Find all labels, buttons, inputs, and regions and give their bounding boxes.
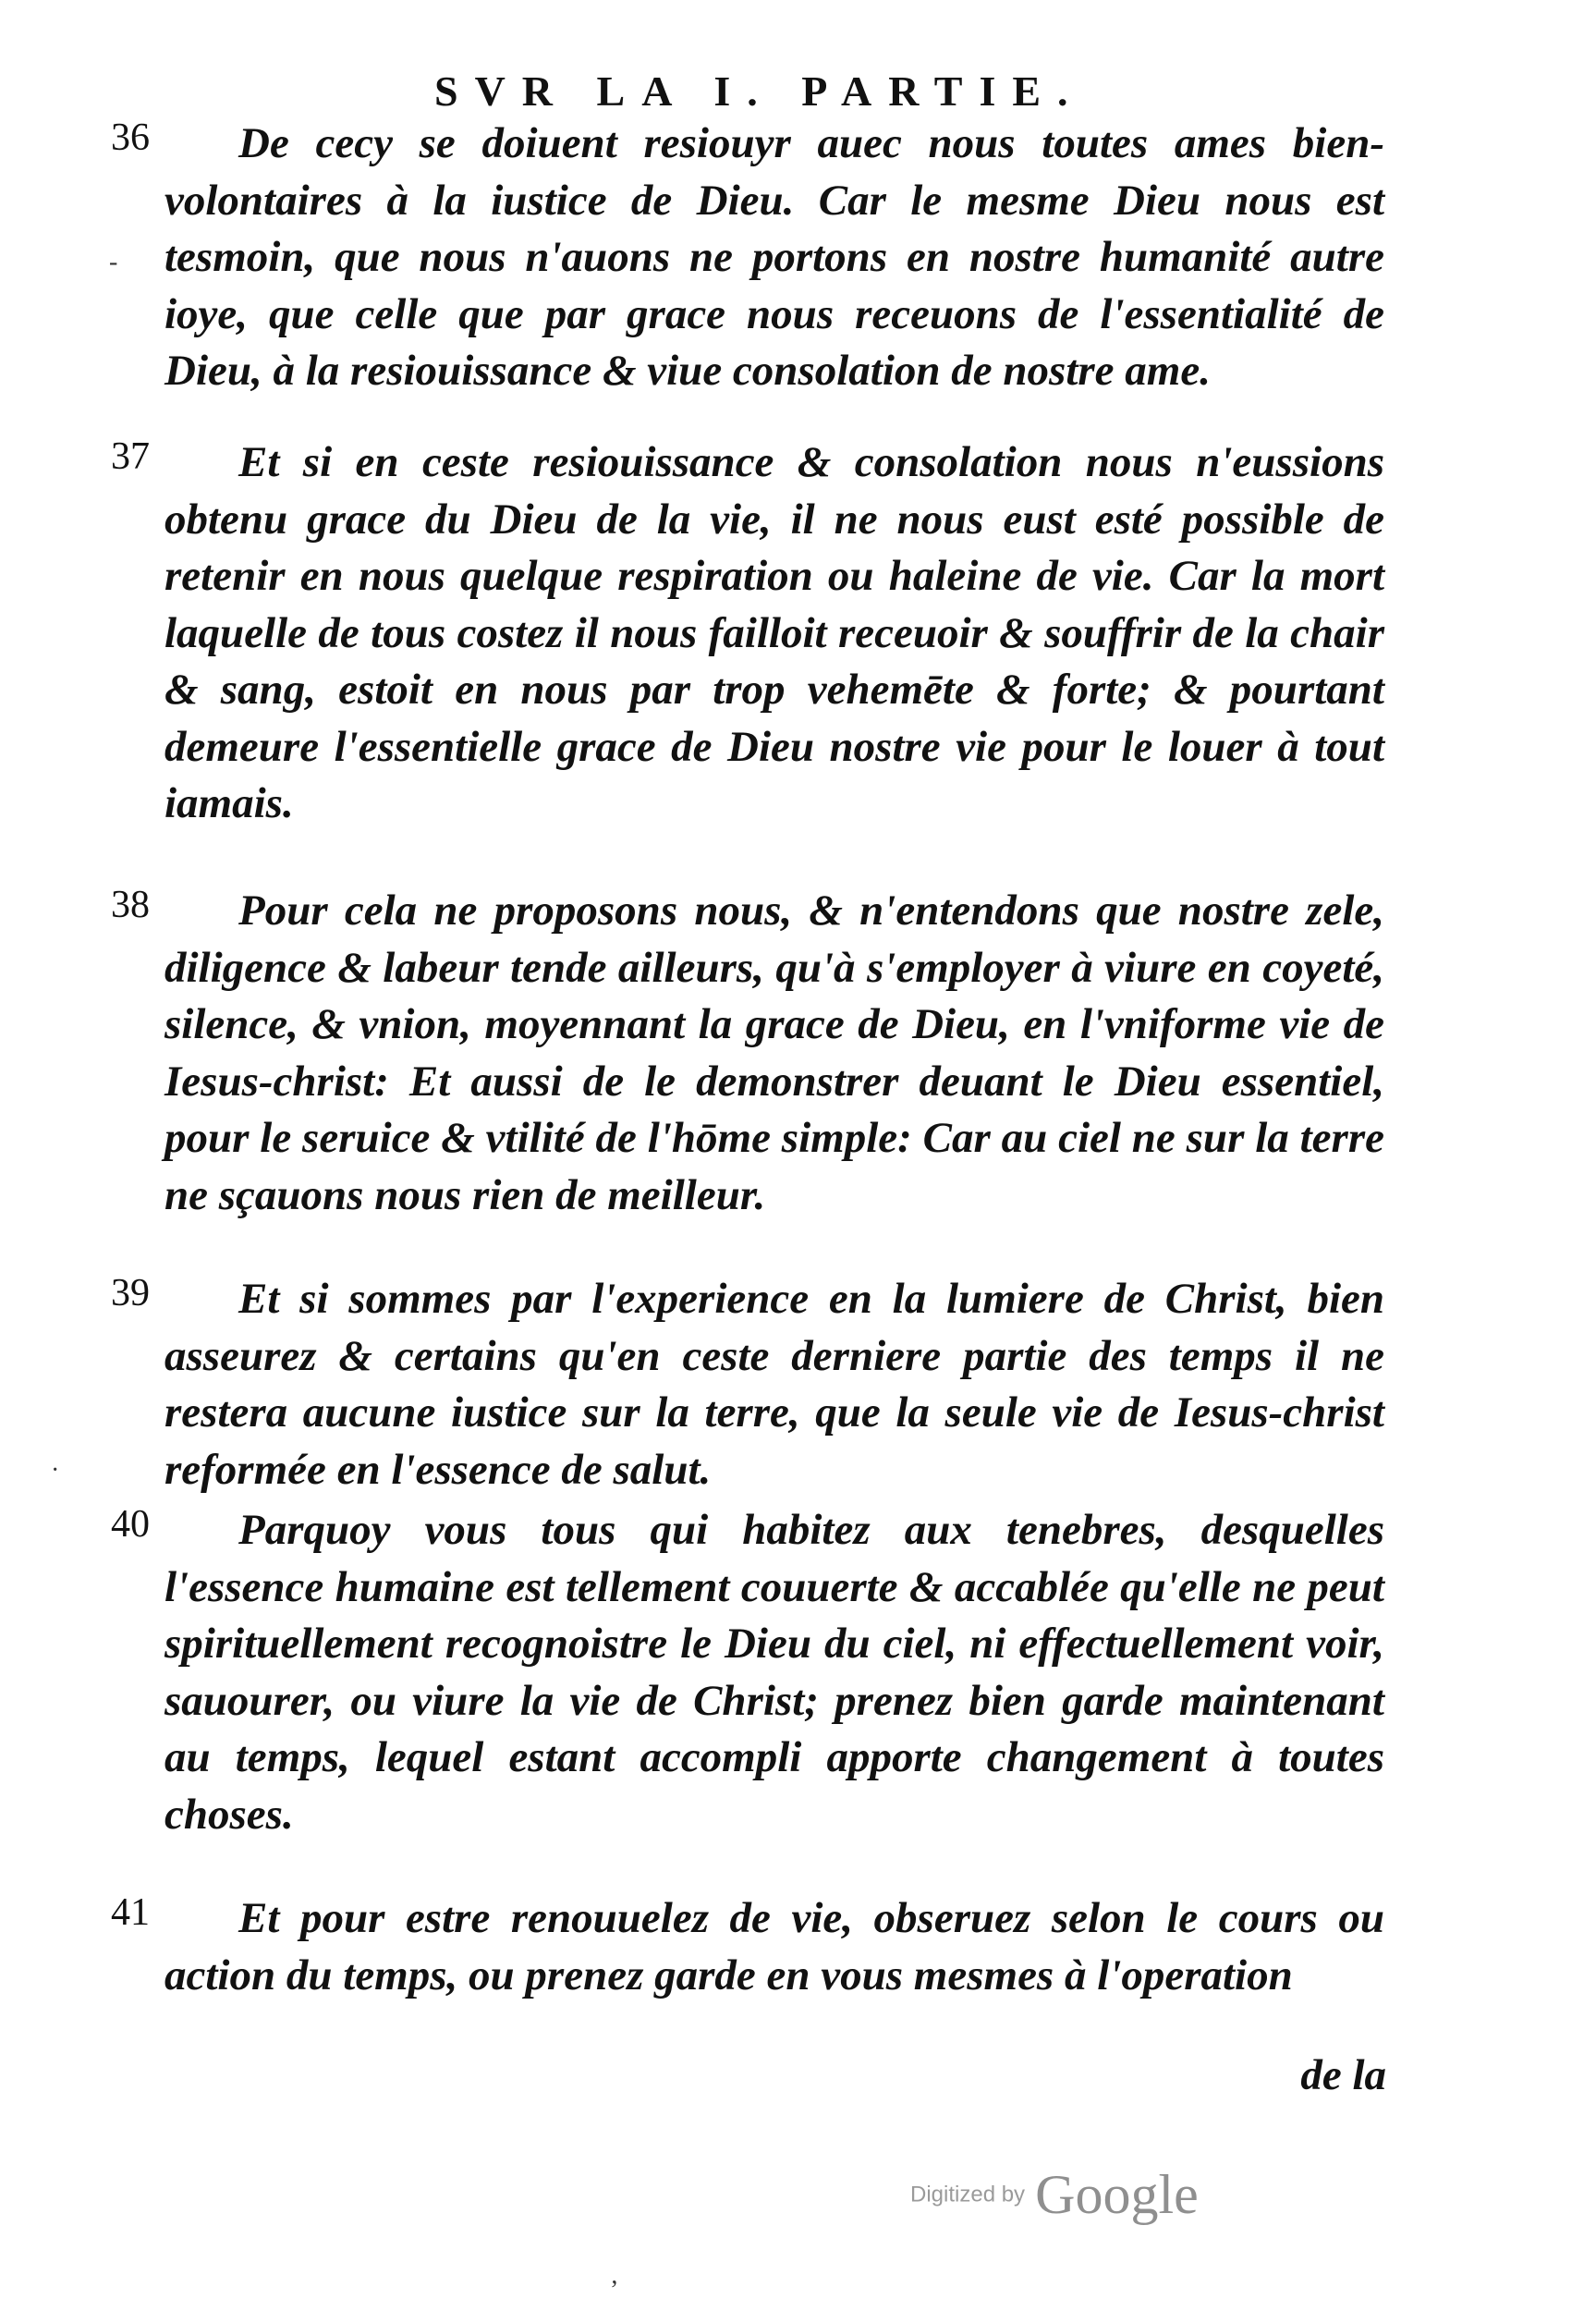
google-logo: Google: [1035, 2164, 1199, 2225]
verse-number: 40: [111, 1503, 150, 1546]
gutter-mark: ’: [610, 2276, 619, 2305]
running-head: SVR LA I. PARTIE.: [434, 67, 1085, 115]
margin-dash: -: [109, 248, 118, 276]
verse-text: Pour cela ne proposons nous, & n'entendons que nostre zele, diligence & labeur tende ailleurs, qu'à s'employer à viure en coyeté, silence, & vnion, moyennant la grace de Dieu, en l'vniforme vie de Iesus-christ: Et aussi de le demonstrer deuant le Dieu essentiel, pour le seruice & vtilité de l'hōme simple: Car au ciel ne sur la terre ne sçauons nous rien de meilleur.: [164, 886, 1384, 1219]
verse-number: 38: [111, 884, 150, 926]
verse-number: 41: [111, 1891, 150, 1934]
verse-text: De cecy se doiuent resiouyr auec nous toutes ames bien-volontaires à la iustice de Dieu. Car le mesme Dieu nous est tesmoin, que nous n'auons ne portons en nostre humanité autre ioye, que celle que par grace nous receuons de l'essentialité de Dieu, à la resiouissance & viue consolation de nostre ame.: [164, 119, 1384, 395]
verse-text: Et si sommes par l'experience en la lumiere de Christ, bien asseurez & certains qu'en ceste derniere partie des temps il ne restera aucune iustice sur la terre, que la seule vie de Iesus-christ reformée en l'essence de salut.: [164, 1275, 1384, 1494]
digitization-watermark: [910, 2163, 1199, 2227]
verse-number: 37: [111, 435, 150, 478]
verse-number: 36: [111, 116, 150, 159]
catchword: de la: [1300, 2051, 1386, 2099]
verse-text: Parquoy vous tous qui habitez aux tenebres, desquelles l'essence humaine est tellement couuerte & accablée qu'elle ne peut spirituellement recognoistre le Dieu du ciel, ni effectuellement voir, sauourer, ou viure la vie de Christ; prenez bien garde maintenant au temps, lequel estant accompli apporte changement à toutes choses.: [164, 1506, 1384, 1839]
margin-dot: ·: [51, 1456, 60, 1485]
verse-number: 39: [111, 1272, 150, 1314]
watermark-lead: Digitized by: [910, 2182, 1026, 2207]
verse-text: Et pour estre renouuelez de vie, obseruez selon le cours ou action du temps, ou prenez garde en vous mesmes à l'operation: [164, 1894, 1384, 1999]
verse-text: Et si en ceste resiouissance & consolation nous n'eussions obtenu grace du Dieu de la vie, il ne nous eust esté possible de retenir en nous quelque respiration ou haleine de vie. Car la mort laquelle de tous costez il nous failloit receuoir & souffrir de la chair & sang, estoit en nous par trop vehemēte & forte; & pourtant demeure l'essentielle grace de Dieu nostre vie pour le louer à tout iamais.: [164, 438, 1384, 827]
